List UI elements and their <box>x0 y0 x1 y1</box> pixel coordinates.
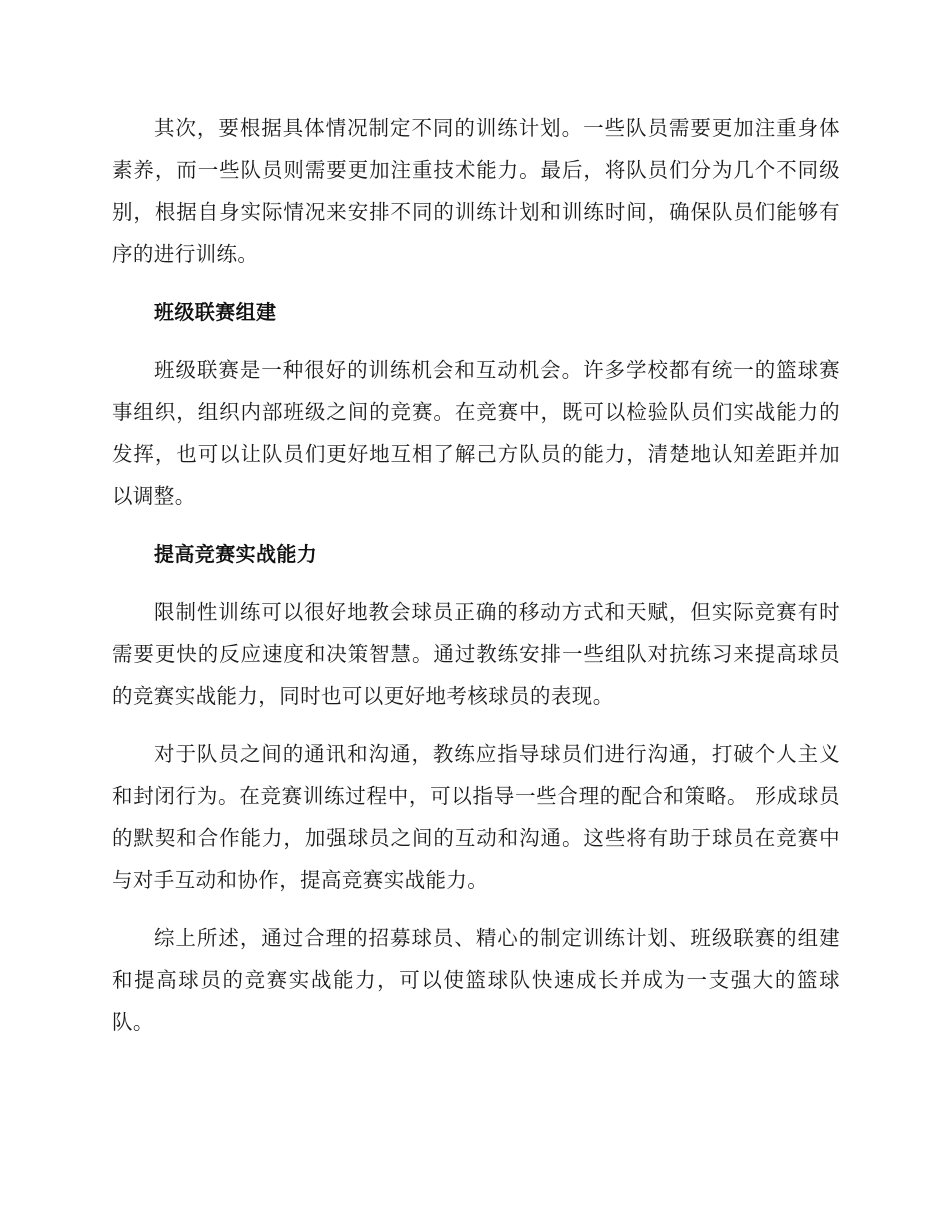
paragraph-communication: 对于队员之间的通讯和沟通，教练应指导球员们进行沟通，打破个人主义和封闭行为。在竞赛训练过程中，可以指导一些合理的配合和策略。 形成球员的默契和合作能力，加强球员之间的互动和沟通。这些将有助于球员在竞赛中与对手互动和协作，提高竞赛实战能力。 <box>112 742 840 892</box>
paragraph-training-plan: 其次，要根据具体情况制定不同的训练计划。一些队员需要更加注重身体素养，而一些队员则需要更加注重技术能力。最后，将队员们分为几个不同级别，根据自身实际情况来安排不同的训练计划和训练时间，确保队员们能够有序的进行训练。 <box>112 116 840 266</box>
document-body <box>112 107 840 1059</box>
section-heading-competition-ability: 提高竞赛实战能力 <box>154 542 318 566</box>
paragraph-restrictive-training: 限制性训练可以很好地教会球员正确的移动方式和天赋，但实际竞赛有时需要更快的反应速度和决策智慧。通过教练安排一些组队对抗练习来提高球员的竞赛实战能力，同时也可以更好地考核球员的表现。 <box>112 600 840 708</box>
section-heading-class-league: 班级联赛组建 <box>154 300 277 324</box>
paragraph-conclusion: 综上所述，通过合理的招募球员、精心的制定训练计划、班级联赛的组建和提高球员的竞赛实战能力，可以使篮球队快速成长并成为一支强大的篮球队。 <box>112 926 840 1034</box>
paragraph-class-league: 班级联赛是一种很好的训练机会和互动机会。许多学校都有统一的篮球赛事组织，组织内部班级之间的竞赛。在竞赛中，既可以检验队员们实战能力的发挥，也可以让队员们更好地互相了解己方队员的能力，清楚地认知差距并加以调整。 <box>112 358 840 508</box>
